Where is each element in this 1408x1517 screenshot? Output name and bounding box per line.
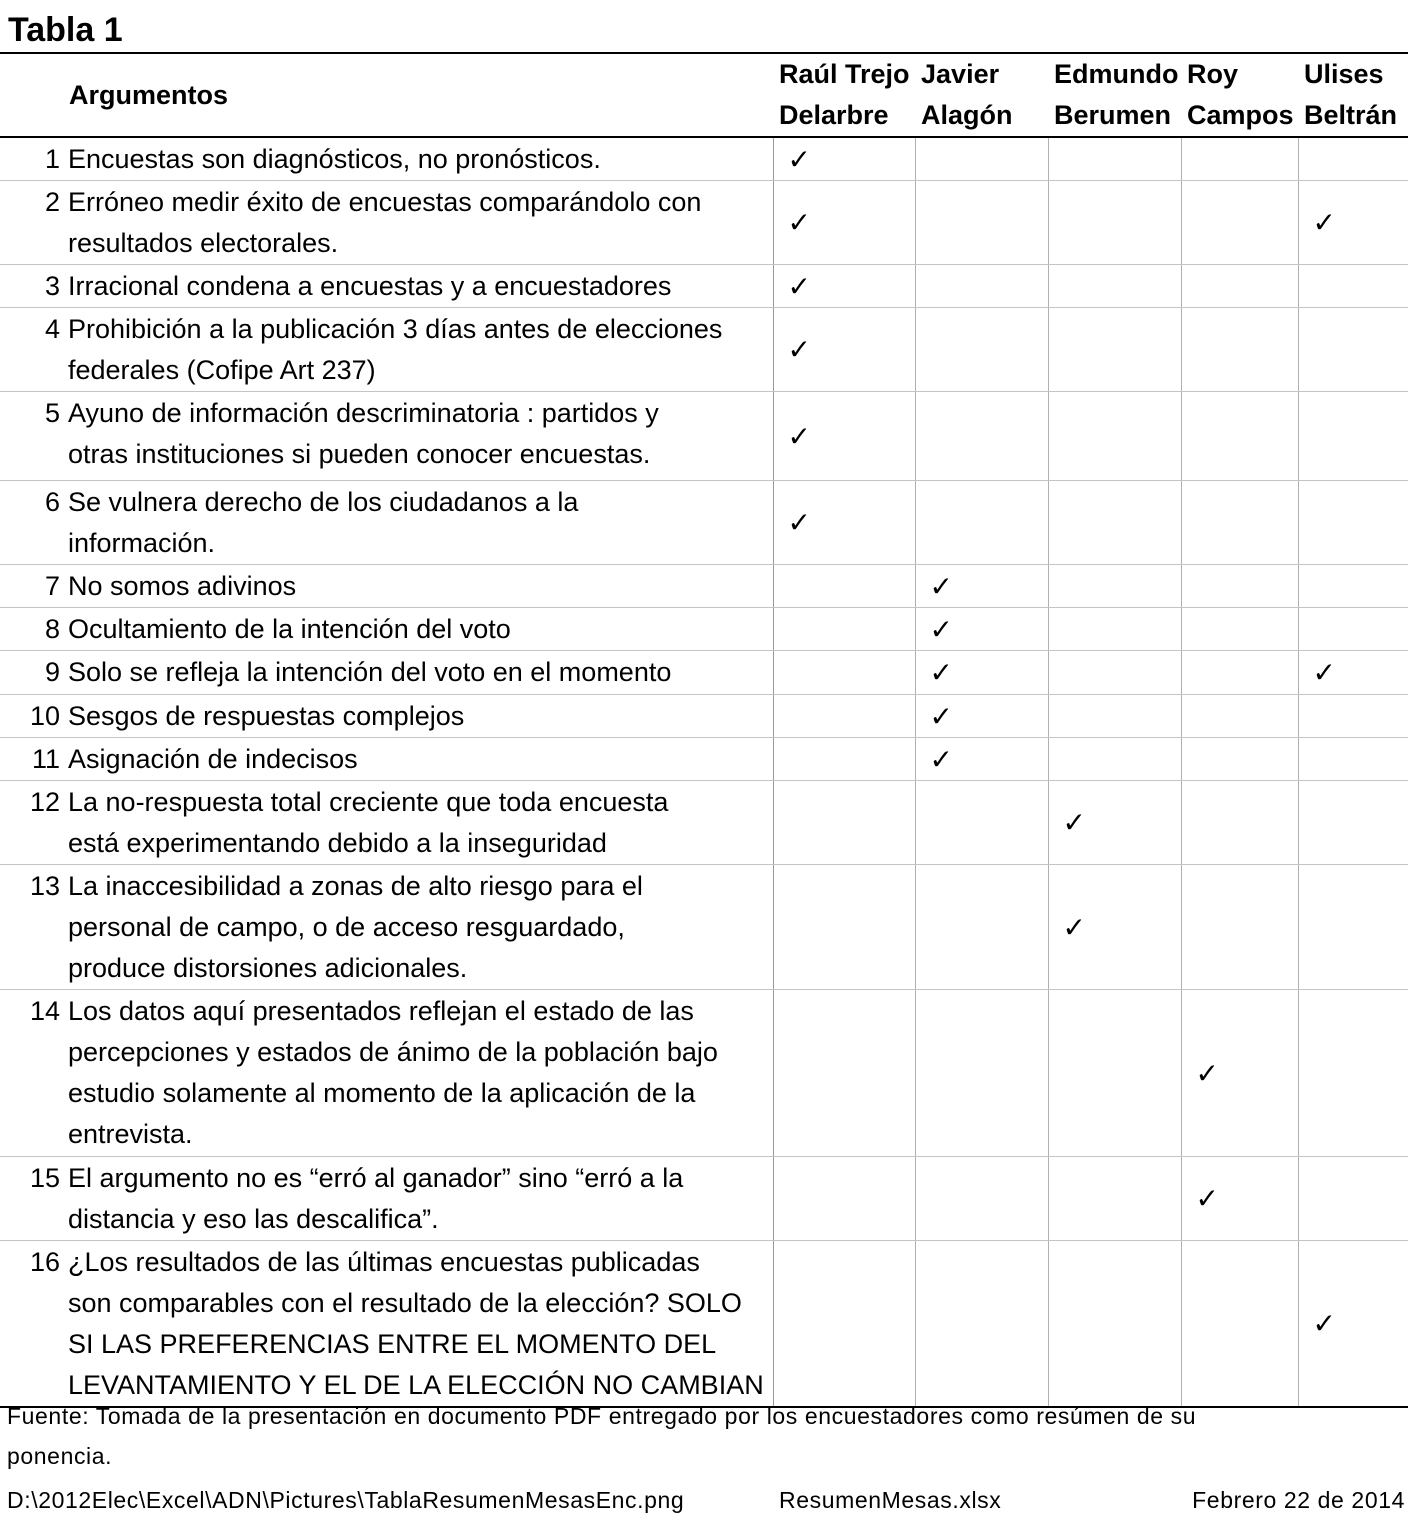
row-number: 5 [0, 392, 66, 481]
argument-line: Asignación de indecisos [68, 744, 358, 774]
table-row [0, 695, 1408, 738]
argument-line: Erróneo medir éxito de encuestas comparándolo con [68, 187, 702, 217]
argument-line: resultados electorales. [68, 228, 339, 258]
checkmark-icon: ✓ [787, 507, 811, 538]
check-cell [773, 137, 915, 181]
check-cell [773, 695, 915, 738]
header-person-line1: Javier [921, 59, 1000, 89]
header-person-line2: Alagón [921, 100, 1013, 130]
row-number: 1 [0, 137, 66, 181]
check-cell [1181, 392, 1298, 481]
row-number: 4 [0, 308, 66, 392]
check-cell [915, 738, 1048, 781]
check-cell [915, 1241, 1048, 1408]
table-row [0, 651, 1408, 695]
footer-file: ResumenMesas.xlsx [779, 1487, 1002, 1513]
table-row [0, 738, 1408, 781]
check-cell [1048, 1157, 1181, 1241]
footer-source: Fuente: Tomada de la presentación en documento PDF entregado por los encuestadores como resúmen de su [7, 1403, 1197, 1429]
table-row [0, 1241, 1408, 1408]
check-cell [1048, 481, 1181, 565]
argument-line: produce distorsiones adicionales. [68, 953, 468, 983]
table-row [0, 308, 1408, 392]
check-cell [915, 651, 1048, 695]
check-cell [773, 738, 915, 781]
checkmark-icon: ✓ [1312, 657, 1336, 688]
row-number: 9 [0, 651, 66, 695]
checkmark-icon: ✓ [787, 334, 811, 365]
check-cell [915, 137, 1048, 181]
table-row [0, 181, 1408, 265]
row-argument [66, 137, 773, 181]
check-cell [1181, 481, 1298, 565]
row-number: 2 [0, 181, 66, 265]
check-cell [1298, 990, 1408, 1157]
argument-line: información. [68, 528, 216, 558]
table-row [0, 865, 1408, 990]
header-person [915, 53, 1048, 137]
check-cell [1298, 695, 1408, 738]
check-cell [1048, 308, 1181, 392]
checkmark-icon: ✓ [787, 207, 811, 238]
check-cell [1298, 308, 1408, 392]
footer-path: D:\2012Elec\Excel\ADN\Pictures\TablaResumenMesasEnc.png [7, 1487, 685, 1513]
checkmark-icon: ✓ [929, 700, 953, 732]
checkmark-icon: ✓ [1195, 1057, 1219, 1089]
checkmark-icon: ✓ [787, 270, 811, 302]
checkmark-icon: ✓ [929, 743, 953, 775]
table-title: Tabla 1 [8, 11, 123, 49]
check-cell [1298, 781, 1408, 865]
header-person-line2: Delarbre [779, 100, 889, 130]
header-row [0, 53, 1408, 137]
check-cell [1298, 608, 1408, 651]
row-number: 7 [0, 565, 66, 608]
row-argument [66, 1241, 773, 1408]
arguments-table [0, 52, 1408, 1408]
row-argument [66, 990, 773, 1157]
check-cell [773, 1157, 915, 1241]
check-cell [1181, 651, 1298, 695]
check-cell [1298, 1157, 1408, 1241]
check-cell [773, 608, 915, 651]
argument-line: estudio solamente al momento de la aplicación de la [68, 1078, 696, 1108]
row-number: 13 [0, 865, 66, 990]
footer-date: Febrero 22 de 2014 [1192, 1487, 1405, 1513]
check-cell [1048, 651, 1181, 695]
row-argument [66, 651, 773, 695]
check-cell [915, 181, 1048, 265]
check-cell [1181, 781, 1298, 865]
check-cell [773, 1241, 915, 1408]
argument-line: Irracional condena a encuestas y a encuestadores [68, 271, 672, 301]
argument-line: Sesgos de respuestas complejos [68, 701, 465, 731]
row-argument [66, 1157, 773, 1241]
check-cell [1048, 608, 1181, 651]
row-argument [66, 392, 773, 481]
row-argument [66, 865, 773, 990]
header-person-line1: Edmundo [1054, 59, 1179, 89]
header-person [773, 53, 915, 137]
check-cell [1048, 990, 1181, 1157]
checkmark-icon: ✓ [1312, 207, 1336, 238]
row-argument [66, 608, 773, 651]
argument-line: Encuestas son diagnósticos, no pronósticos. [68, 144, 601, 174]
table-row [0, 565, 1408, 608]
check-cell [773, 651, 915, 695]
check-cell [773, 181, 915, 265]
argument-line: La no-respuesta total creciente que toda encuesta [68, 787, 669, 817]
check-cell [1298, 738, 1408, 781]
check-cell [915, 392, 1048, 481]
argument-line: LEVANTAMIENTO Y EL DE LA ELECCIÓN NO CAMBIAN [68, 1370, 764, 1400]
check-cell [1298, 651, 1408, 695]
check-cell [915, 695, 1048, 738]
check-cell [1048, 1241, 1181, 1408]
row-number: 15 [0, 1157, 66, 1241]
header-person-line2: Berumen [1054, 100, 1172, 130]
table-row [0, 781, 1408, 865]
checkmark-icon: ✓ [929, 657, 953, 688]
argument-line: está experimentando debido a la inseguridad [68, 828, 607, 858]
check-cell [1298, 265, 1408, 308]
argument-line: ¿Los resultados de las últimas encuestas publicadas [68, 1247, 700, 1277]
check-cell [1048, 181, 1181, 265]
check-cell [915, 1157, 1048, 1241]
argument-line: personal de campo, o de acceso resguardado, [68, 912, 625, 942]
row-number: 16 [0, 1241, 66, 1408]
row-number: 11 [0, 738, 66, 781]
check-cell [1181, 565, 1298, 608]
check-cell [1298, 392, 1408, 481]
table-row [0, 481, 1408, 565]
checkmark-icon: ✓ [787, 420, 811, 452]
header-person [1298, 53, 1408, 137]
check-cell [1298, 137, 1408, 181]
check-cell [773, 481, 915, 565]
check-cell [1181, 308, 1298, 392]
checkmark-icon: ✓ [1062, 807, 1086, 838]
table-row [0, 608, 1408, 651]
check-cell [773, 990, 915, 1157]
row-argument [66, 565, 773, 608]
table-row [0, 265, 1408, 308]
checkmark-icon: ✓ [1195, 1183, 1219, 1214]
check-cell [1298, 865, 1408, 990]
check-cell [773, 265, 915, 308]
check-cell [1181, 608, 1298, 651]
row-number: 8 [0, 608, 66, 651]
check-cell [915, 865, 1048, 990]
footer-meta [7, 1486, 1405, 1514]
header-person-line1: Roy [1187, 59, 1239, 89]
check-cell [1181, 265, 1298, 308]
check-cell [773, 781, 915, 865]
header-person [1181, 53, 1298, 137]
check-cell [1298, 481, 1408, 565]
check-cell [773, 308, 915, 392]
argument-line: SI LAS PREFERENCIAS ENTRE EL MOMENTO DEL [68, 1329, 717, 1359]
table-row [0, 137, 1408, 181]
argument-line: Solo se refleja la intención del voto en el momento [68, 657, 672, 687]
table-body [0, 137, 1408, 1407]
check-cell [773, 865, 915, 990]
row-number: 3 [0, 265, 66, 308]
row-argument [66, 181, 773, 265]
check-cell [1048, 565, 1181, 608]
check-cell [915, 608, 1048, 651]
check-cell [1181, 990, 1298, 1157]
check-cell [1048, 392, 1181, 481]
table-row [0, 990, 1408, 1157]
checkmark-icon: ✓ [1062, 911, 1086, 943]
argument-line: El argumento no es “erró al ganador” sino “erró a la [68, 1163, 684, 1193]
argument-line: La inaccesibilidad a zonas de alto riesgo para el [68, 871, 643, 901]
argument-line: otras instituciones si pueden conocer encuestas. [68, 439, 651, 469]
check-cell [1181, 137, 1298, 181]
header-person-line1: Ulises [1304, 59, 1384, 89]
check-cell [1298, 565, 1408, 608]
row-argument [66, 308, 773, 392]
check-cell [1048, 265, 1181, 308]
row-number: 14 [0, 990, 66, 1157]
checkmark-icon: ✓ [929, 570, 953, 602]
argument-line: entrevista. [68, 1119, 193, 1149]
check-cell [1181, 181, 1298, 265]
argument-line: federales (Cofipe Art 237) [68, 355, 376, 385]
checkmark-icon: ✓ [929, 613, 953, 645]
check-cell [915, 781, 1048, 865]
check-cell [1298, 1241, 1408, 1408]
footer-source-cont: ponencia. [7, 1443, 113, 1469]
header-person-line1: Raúl Trejo [779, 59, 910, 89]
argument-line: percepciones y estados de ánimo de la población bajo [68, 1037, 718, 1067]
check-cell [1048, 781, 1181, 865]
check-cell [773, 392, 915, 481]
header-argumentos: Argumentos [0, 53, 773, 137]
header-person-line2: Beltrán [1304, 100, 1398, 130]
check-cell [1298, 181, 1408, 265]
row-argument [66, 265, 773, 308]
argument-line: distancia y eso las descalifica”. [68, 1204, 439, 1234]
argument-line: son comparables con el resultado de la elección? SOLO [68, 1288, 742, 1318]
check-cell [915, 308, 1048, 392]
argument-line: No somos adivinos [68, 571, 297, 601]
check-cell [773, 565, 915, 608]
check-cell [1181, 1241, 1298, 1408]
argument-line: Se vulnera derecho de los ciudadanos a la [68, 487, 579, 517]
row-argument [66, 695, 773, 738]
check-cell [915, 990, 1048, 1157]
row-number: 12 [0, 781, 66, 865]
check-cell [915, 481, 1048, 565]
header-person-line2: Campos [1187, 100, 1294, 130]
row-argument [66, 481, 773, 565]
row-number: 10 [0, 695, 66, 738]
check-cell [1048, 137, 1181, 181]
table-row [0, 392, 1408, 481]
checkmark-icon: ✓ [787, 143, 811, 175]
argument-line: Los datos aquí presentados reflejan el estado de las [68, 996, 694, 1026]
check-cell [1048, 738, 1181, 781]
check-cell [1181, 865, 1298, 990]
check-cell [1181, 1157, 1298, 1241]
check-cell [1181, 738, 1298, 781]
row-number: 6 [0, 481, 66, 565]
row-argument [66, 781, 773, 865]
check-cell [1048, 695, 1181, 738]
check-cell [915, 565, 1048, 608]
argument-line: Prohibición a la publicación 3 días antes de elecciones [68, 314, 723, 344]
check-cell [915, 265, 1048, 308]
check-cell [1181, 695, 1298, 738]
table-row [0, 1157, 1408, 1241]
argument-line: Ayuno de información descriminatoria : partidos y [68, 398, 659, 428]
header-person [1048, 53, 1181, 137]
argument-line: Ocultamiento de la intención del voto [68, 614, 511, 644]
row-argument [66, 738, 773, 781]
checkmark-icon: ✓ [1312, 1308, 1336, 1339]
check-cell [1048, 865, 1181, 990]
